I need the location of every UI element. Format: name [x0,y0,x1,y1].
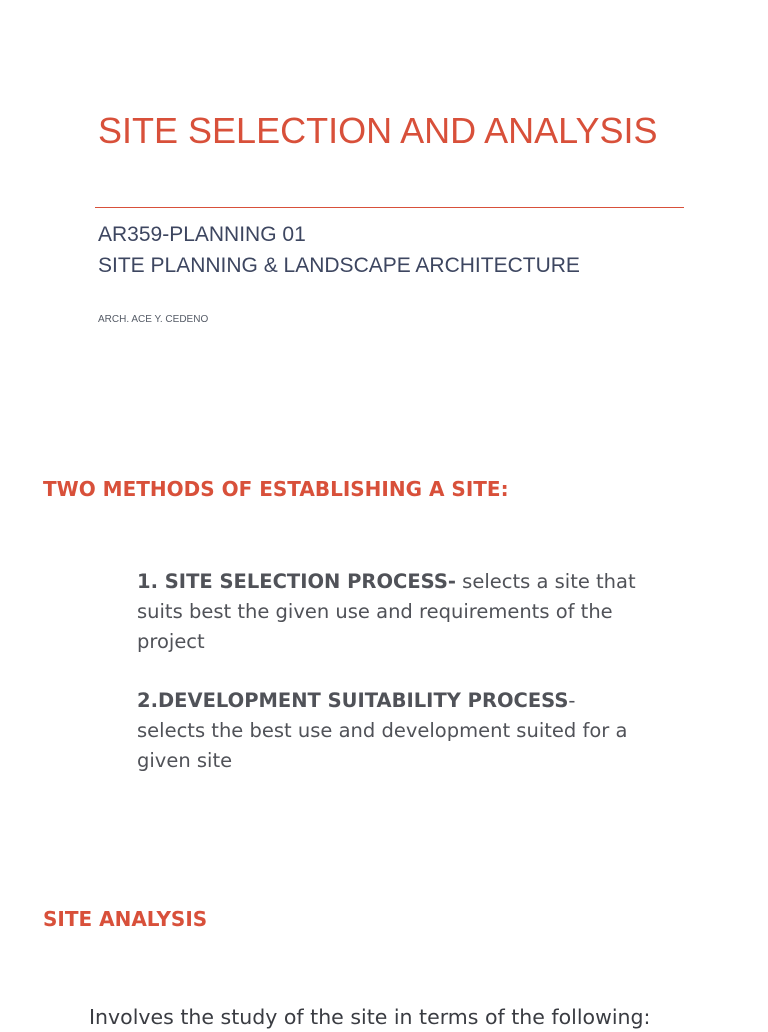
site-analysis-intro: Involves the study of the site in terms of the following: [89,1005,651,1029]
method-item [137,686,637,776]
method-item [137,567,637,657]
method-label: 1. SITE SELECTION PROCESS- [137,570,456,593]
course-code: AR359-PLANNING 01 [98,223,306,246]
course-name: SITE PLANNING & LANDSCAPE ARCHITECTURE [98,254,580,277]
page-title: SITE SELECTION AND ANALYSIS [98,110,658,151]
author-name: ARCH. ACE Y. CEDENO [98,314,209,325]
method-description: - selects the best use and development suited for a given site [137,689,628,772]
method-label: 2.DEVELOPMENT SUITABILITY PROCESS [137,689,569,712]
methods-heading: TWO METHODS OF ESTABLISHING A SITE: [43,477,509,501]
method-description: selects a site that suits best the given use and requirements of the project [137,570,636,653]
site-analysis-heading: SITE ANALYSIS [43,907,208,931]
title-divider [95,207,684,208]
